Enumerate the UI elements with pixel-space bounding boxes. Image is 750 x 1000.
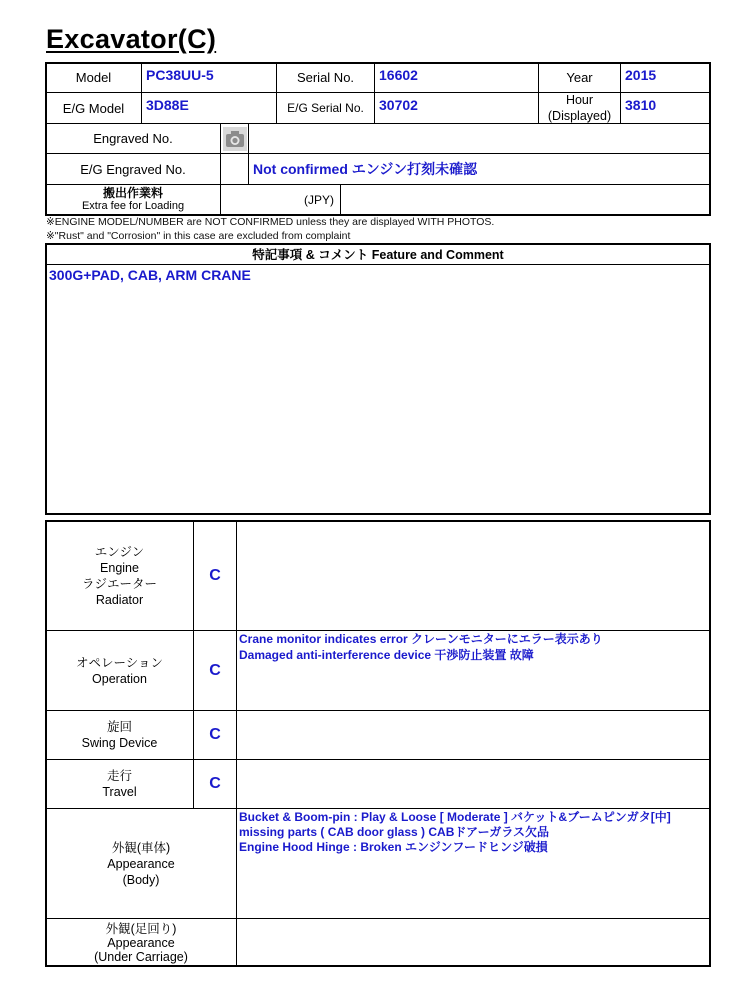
hour-label (539, 93, 620, 123)
extra-fee-currency: (JPY) (304, 193, 334, 207)
appearance-comment-1: Bucket & Boom-pin : Play & Loose [ Moderate ] バケット&ブームピンガタ[中] (239, 810, 671, 824)
year-label: Year (566, 70, 593, 85)
note-engine: ※ENGINE MODEL/NUMBER are NOT CONFIRMED unless they are displayed WITH PHOTOS. (46, 216, 495, 228)
appearance-comment-3: Engine Hood Hinge : Broken エンジンフードヒンジ破損 (239, 840, 548, 854)
operation-label-en: Operation (92, 671, 147, 686)
travel-grade: C (209, 775, 221, 792)
hour-value: 3810 (625, 97, 657, 113)
engine-radiator-label (46, 521, 193, 630)
appearance-uc-label-jp: 外観(足回り) (105, 921, 177, 936)
swing-grade: C (209, 726, 221, 743)
extra-fee-label-en: Extra fee for Loading (81, 200, 185, 212)
serial-label: Serial No. (296, 70, 355, 85)
extra-fee-label (46, 185, 220, 215)
page-title: Excavator(C) (46, 24, 217, 54)
year-value: 2015 (625, 67, 657, 83)
eg-serial-label: E/G Serial No. (287, 101, 364, 115)
model-value: PC38UU-5 (146, 67, 214, 83)
swing-label (46, 711, 193, 759)
eg-engraved-label: E/G Engraved No. (80, 161, 186, 177)
appearance-body-label-sub: (Body) (122, 872, 160, 887)
eg-serial-value: 30702 (379, 97, 418, 113)
operation-label-jp: オペレーション (75, 655, 163, 670)
travel-label-en: Travel (102, 785, 137, 799)
feature-heading: 特記事項 & コメント Feature and Comment (252, 248, 504, 262)
travel-label-jp: 走行 (106, 769, 132, 783)
appearance-uc-label-en: Appearance (107, 935, 175, 950)
hour-label-line2: (Displayed) (547, 109, 612, 123)
extra-fee-label-jp: 搬出作業料 (102, 186, 163, 200)
operation-grade: C (209, 661, 221, 679)
operation-comment-1: Crane monitor indicates error クレーンモニターにエラー表示あり (239, 632, 603, 646)
operation-label (46, 631, 193, 710)
swing-label-en: Swing Device (81, 736, 158, 750)
operation-comment-2: Damaged anti-interference device 干渉防止装置 故障 (239, 648, 534, 662)
feature-box (45, 243, 711, 515)
engine-grade: C (209, 566, 221, 584)
note-rust: ※"Rust" and "Corrosion" in this case are excluded from complaint (46, 230, 351, 242)
swing-label-jp: 旋回 (106, 720, 132, 734)
appearance-comment-2: missing parts ( CAB door glass ) CABドアーガラス欠品 (239, 825, 550, 839)
appearance-undercarriage-label (46, 919, 236, 966)
engine-label-jp: エンジン (94, 544, 145, 559)
appearance-body-label (46, 809, 236, 918)
eg-engraved-value: Not confirmed エンジン打刻未確認 (253, 161, 478, 177)
engine-label-en: Engine (100, 560, 139, 575)
eg-model-value: 3D88E (146, 97, 189, 113)
model-label: Model (75, 70, 112, 85)
engraved-label: Engraved No. (93, 131, 173, 146)
travel-label (46, 760, 193, 808)
serial-value: 16602 (379, 67, 418, 83)
appearance-body-label-en: Appearance (107, 856, 175, 871)
radiator-label-en: Radiator (95, 592, 144, 607)
appearance-body-label-jp: 外観(車体) (111, 840, 171, 855)
eg-model-label: E/G Model (62, 100, 125, 116)
radiator-label-jp: ラジエーター (81, 576, 157, 591)
feature-text: 300G+PAD, CAB, ARM CRANE (49, 267, 251, 283)
hour-label-line1: Hour (565, 93, 594, 107)
appearance-uc-label-sub: (Under Carriage) (94, 949, 188, 964)
camera-icon (221, 124, 248, 153)
